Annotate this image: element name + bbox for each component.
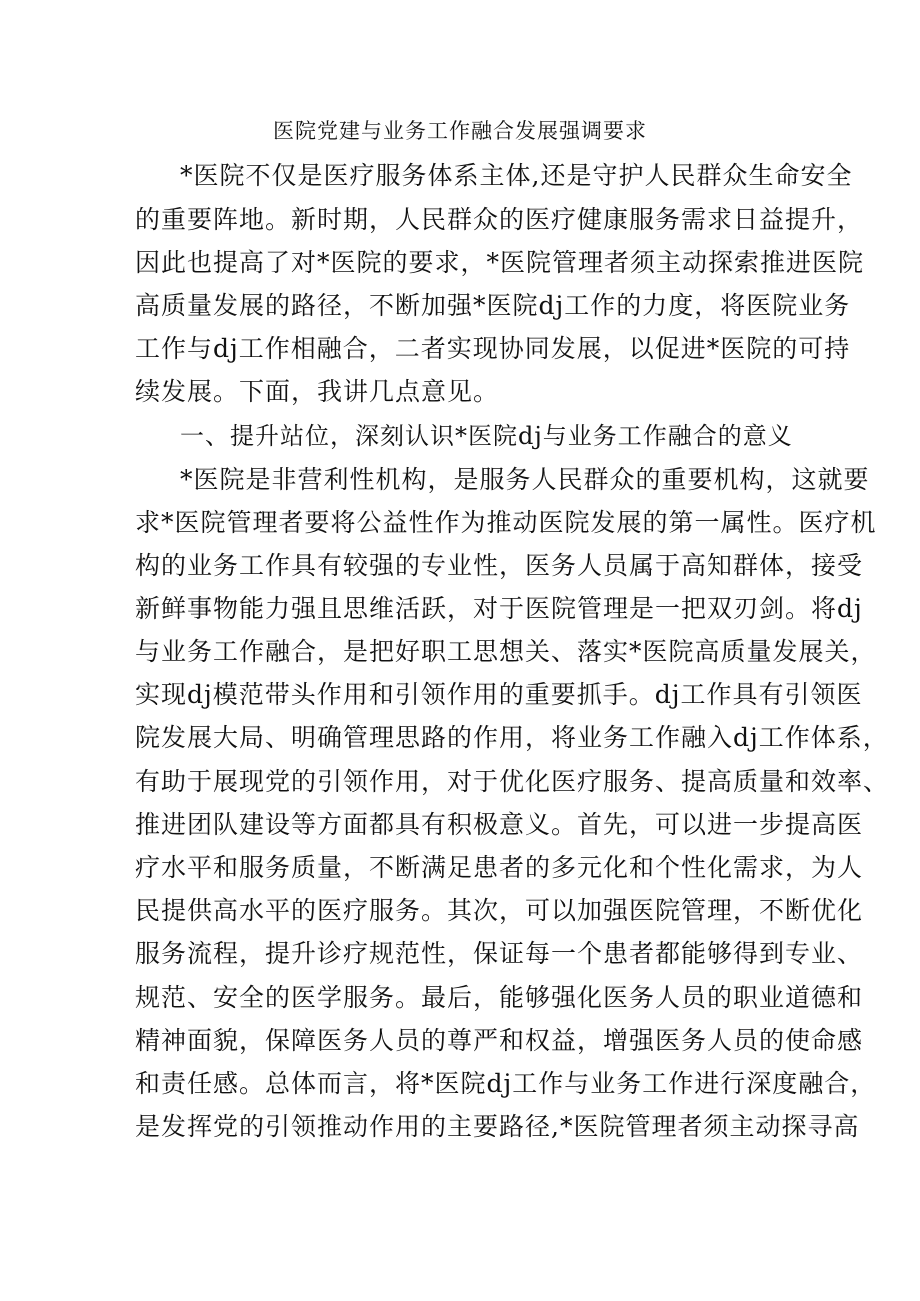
section-heading: 一、提升站位，深刻认识*医院dj与业务工作融合的意义 <box>180 422 793 450</box>
paragraph-line: 求*医院管理者要将公益性作为推动医院发展的第一属性。医疗机 <box>135 508 877 537</box>
document-title: 医院党建与业务工作融合发展强调要求 <box>273 119 647 143</box>
paragraph-line: 民提供高水平的医疗服务。其次，可以加强医院管理，不断优化 <box>135 896 864 925</box>
paragraph-line: 实现dj模范带头作用和引领作用的重要抓手。dj工作具有引领医 <box>135 680 863 709</box>
paragraph-line: 新鲜事物能力强且思维活跃，对于医院管理是一把双刃剑。将dj <box>135 594 863 623</box>
paragraph-line: 与业务工作融合，是把好职工思想关、落实*医院高质量发展关， <box>135 637 877 666</box>
paragraph-line: *医院是非营利性机构，是服务人民群众的重要机构，这就要 <box>180 465 870 494</box>
paragraph-line: 精神面貌，保障医务人员的尊严和权益，增强医务人员的使命感 <box>135 1026 864 1055</box>
paragraph-line: 高质量发展的路径，不断加强*医院dj工作的力度，将医院业务 <box>135 291 851 320</box>
paragraph-line: 推进团队建设等方面都具有积极意义。首先，可以进一步提高医 <box>135 810 864 839</box>
paragraph-line: 院发展大局、明确管理思路的作用，将业务工作融入dj工作体系， <box>135 723 889 752</box>
paragraph-line: 的重要阵地。新时期，人民群众的医疗健康服务需求日益提升， <box>135 205 864 234</box>
paragraph-line: 工作与dj工作相融合，二者实现协同发展，以促进*医院的可持 <box>135 334 851 363</box>
paragraph-line: 构的业务工作具有较强的专业性，医务人员属于高知群体，接受 <box>135 551 864 580</box>
paragraph-line: 有助于展现党的引领作用，对于优化医疗服务、提高质量和效率、 <box>135 767 890 796</box>
paragraph-line: 是发挥党的引领推动作用的主要路径,*医院管理者须主动探寻高 <box>135 1112 860 1141</box>
paragraph-line: 因此也提高了对*医院的要求，*医院管理者须主动探索推进医院 <box>135 248 865 277</box>
paragraph-line: 规范、安全的医学服务。最后，能够强化医务人员的职业道德和 <box>135 983 864 1012</box>
paragraph-line: 和责任感。总体而言，将*医院dj工作与业务工作进行深度融合， <box>135 1069 877 1098</box>
paragraph-line: 续发展。下面，我讲几点意见。 <box>135 377 500 406</box>
paragraph-line: 疗水平和服务质量，不断满足患者的多元化和个性化需求，为人 <box>135 853 864 882</box>
paragraph-line: *医院不仅是医疗服务体系主体,还是守护人民群众生命安全 <box>180 161 853 190</box>
paragraph-line: 服务流程，提升诊疗规范性，保证每一个患者都能够得到专业、 <box>135 939 864 968</box>
